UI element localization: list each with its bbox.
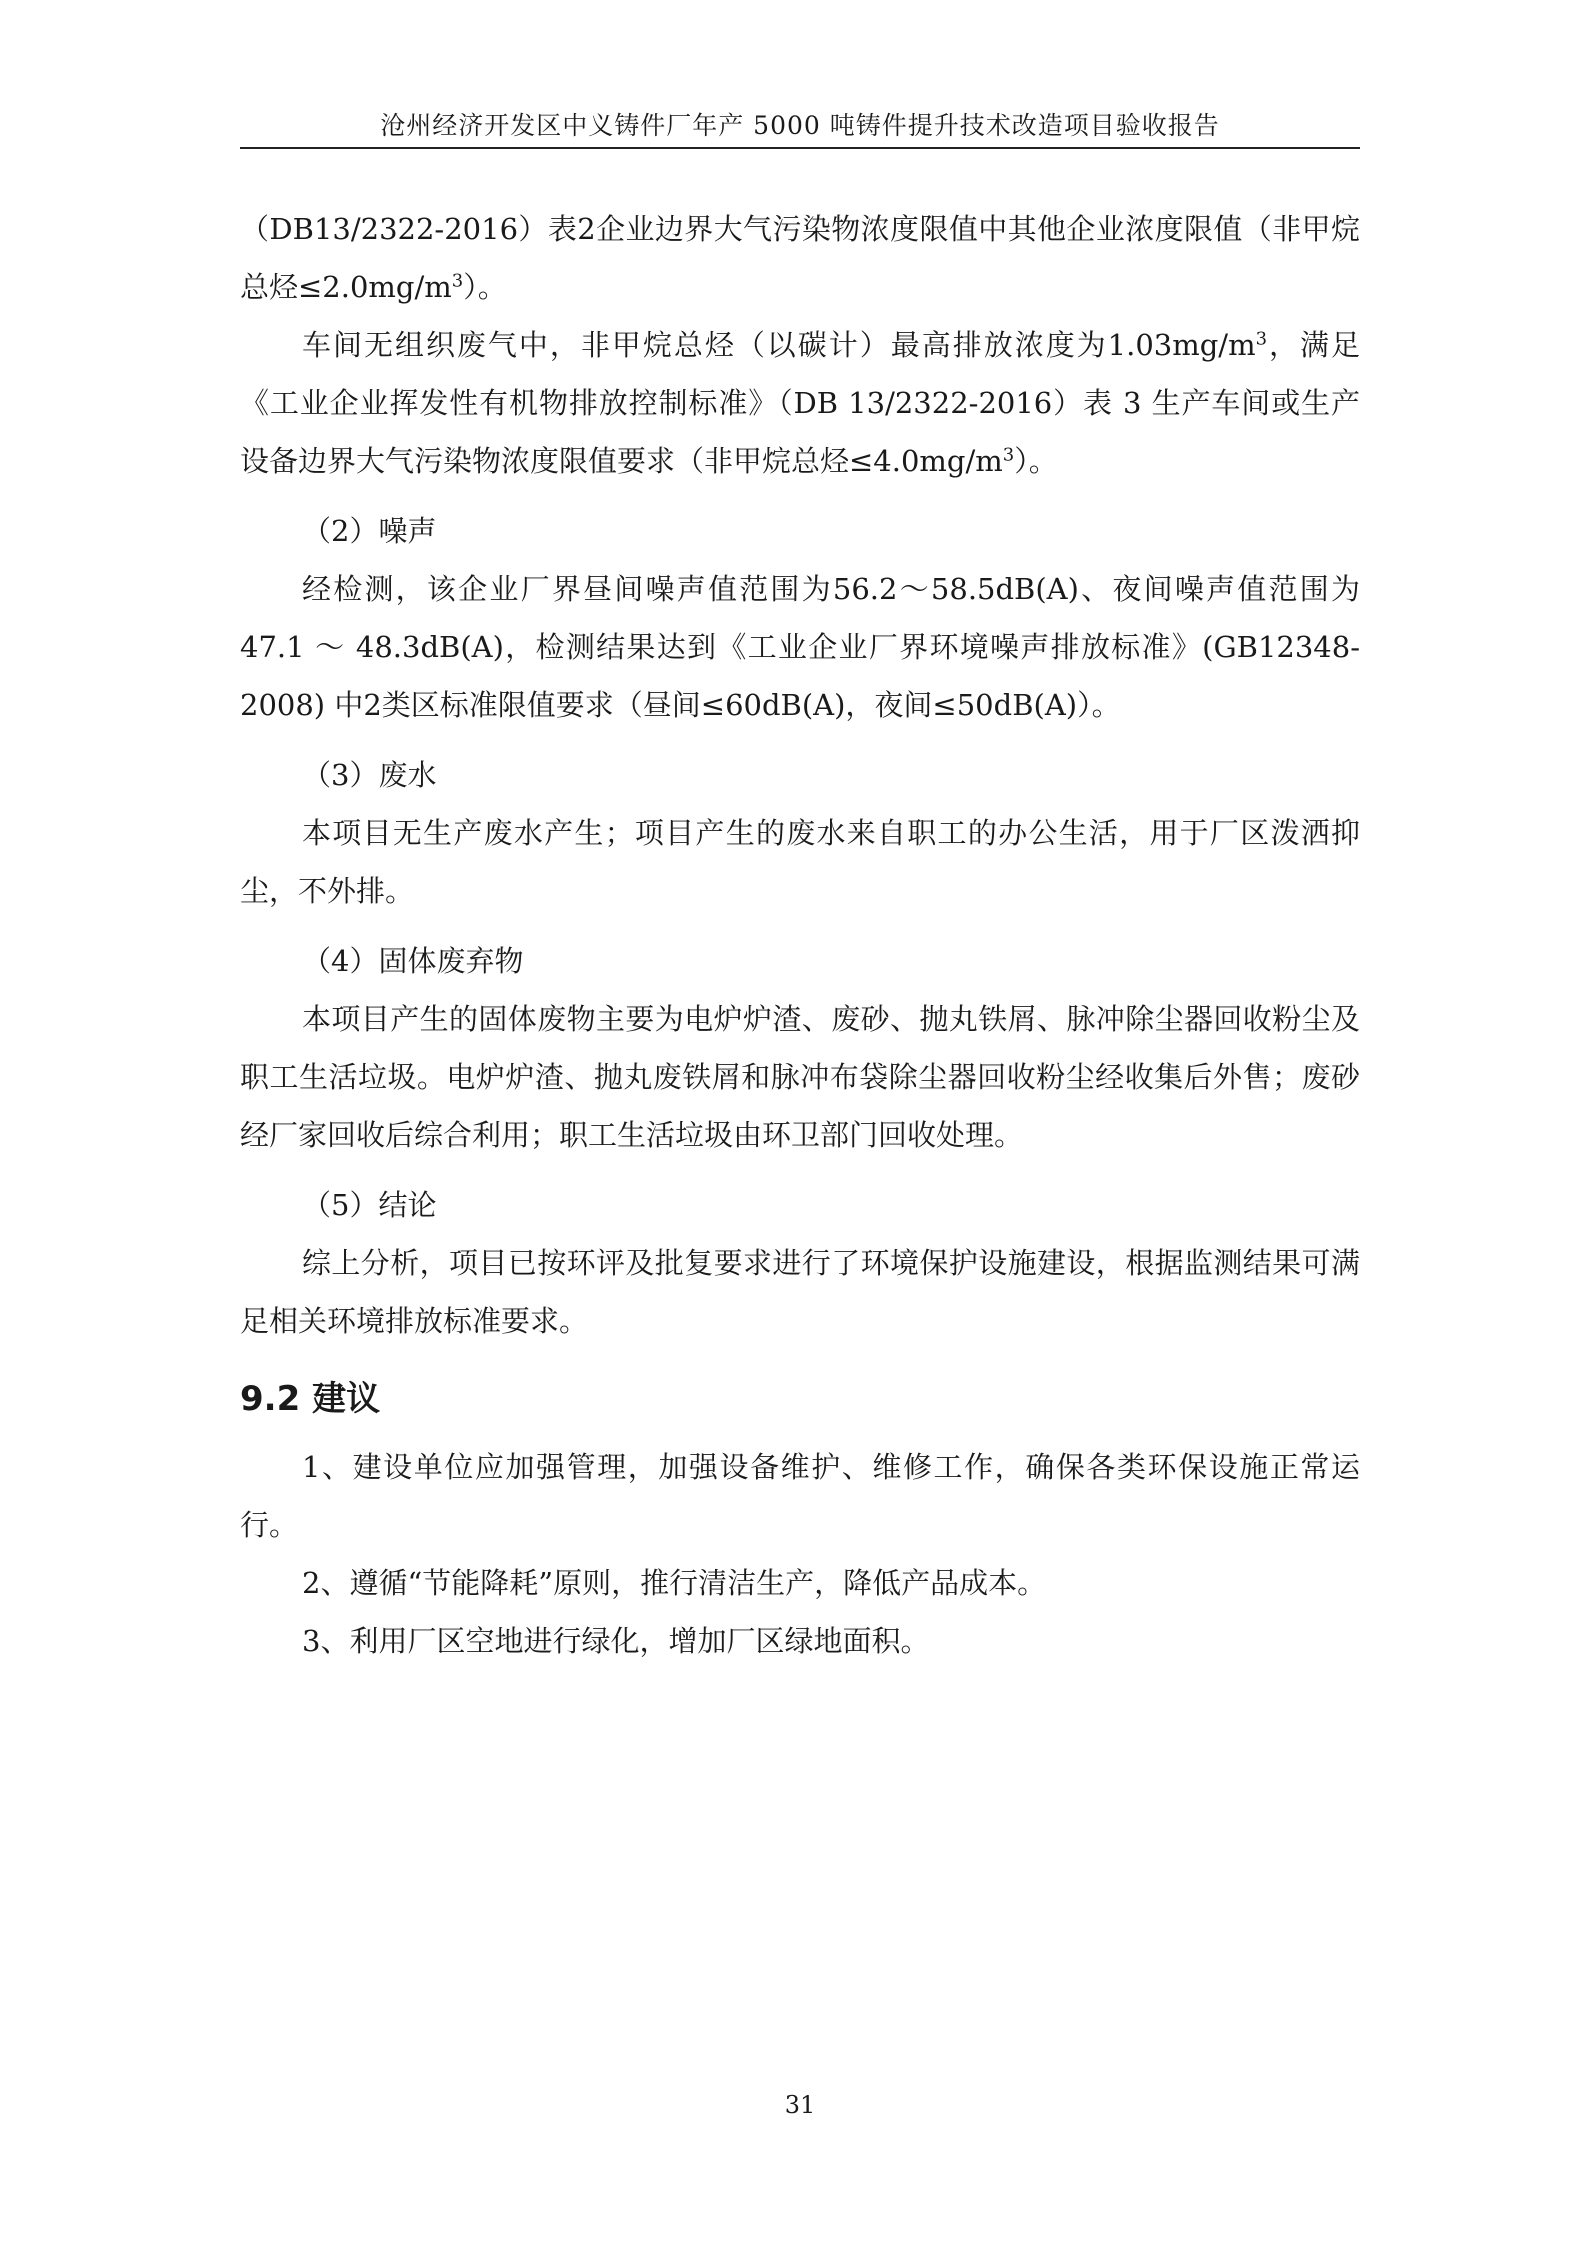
page-header: 沧州经济开发区中义铸件厂年产 5000 吨铸件提升技术改造项目验收报告 [380,111,1220,140]
paragraph-text: 车间无组织废气中，非甲烷总烃（以碳计）最高排放浓度为1.03mg/m [302,328,1256,362]
superscript: 3 [1002,444,1015,466]
noise-paragraph: 经检测，该企业厂界昼间噪声值范围为56.2～58.5dB(A)、夜间噪声值范围为47.1 ～ 48.3dB(A)，检测结果达到《工业企业厂界环境噪声排放标准》(GB12348-2008) 中2类区标准限值要求（昼间≤60dB(A)，夜间≤50dB(A)）。 [240,572,1360,722]
header-rule [240,147,1360,149]
conclusion-paragraph: 综上分析，项目已按环评及批复要求进行了环境保护设施建设，根据监测结果可满足相关环境排放标准要求。 [240,1246,1360,1338]
wastewater-paragraph: 本项目无生产废水产生；项目产生的废水来自职工的办公生活，用于厂区泼洒抑尘，不外排。 [240,816,1360,908]
suggestion-item: 1、建设单位应加强管理，加强设备维护、维修工作，确保各类环保设施正常运行。 [240,1450,1360,1542]
section-title-9-2: 9.2 建议 [240,1379,381,1419]
conclusion-heading: （5）结论 [302,1188,437,1222]
suggestion-item: 3、利用厂区空地进行绿化，增加厂区绿地面积。 [302,1624,930,1658]
solid-waste-paragraph: 本项目产生的固体废物主要为电炉炉渣、废砂、抛丸铁屑、脉冲除尘器回收粉尘及职工生活垃圾。电炉炉渣、抛丸废铁屑和脉冲布袋除尘器回收粉尘经收集后外售；废砂经厂家回收后综合利用；职工生活垃圾由环卫部门回收处理。 [240,1002,1360,1152]
document-body [240,200,1360,1670]
wastewater-heading: （3）废水 [302,758,437,792]
noise-heading: （2）噪声 [302,514,437,548]
paragraph-text: （DB13/2322-2016）表2企业边界大气污染物浓度限值中其他企业浓度限值（非甲烷总烃≤2.0mg/m [240,212,1360,304]
solid-waste-heading: （4）固体废弃物 [302,944,524,978]
superscript: 3 [451,270,464,292]
paragraph-text: ，满足《工业企业挥发性有机物排放控制标准》（DB 13/2322-2016）表 3 生产车间或生产设备边界大气污染物浓度限值要求（非甲烷总烃≤4.0mg/m [240,328,1360,478]
superscript: 3 [1255,328,1268,350]
suggestion-item: 2、遵循“节能降耗”原则，推行清洁生产，降低产品成本。 [302,1566,1047,1600]
page-number: 31 [784,2091,816,2119]
paragraph-text: ）。 [1014,444,1058,478]
paragraph-emission-limit [240,200,1360,316]
paragraph-workshop-emission [240,316,1360,490]
paragraph-text: ）。 [463,270,507,304]
